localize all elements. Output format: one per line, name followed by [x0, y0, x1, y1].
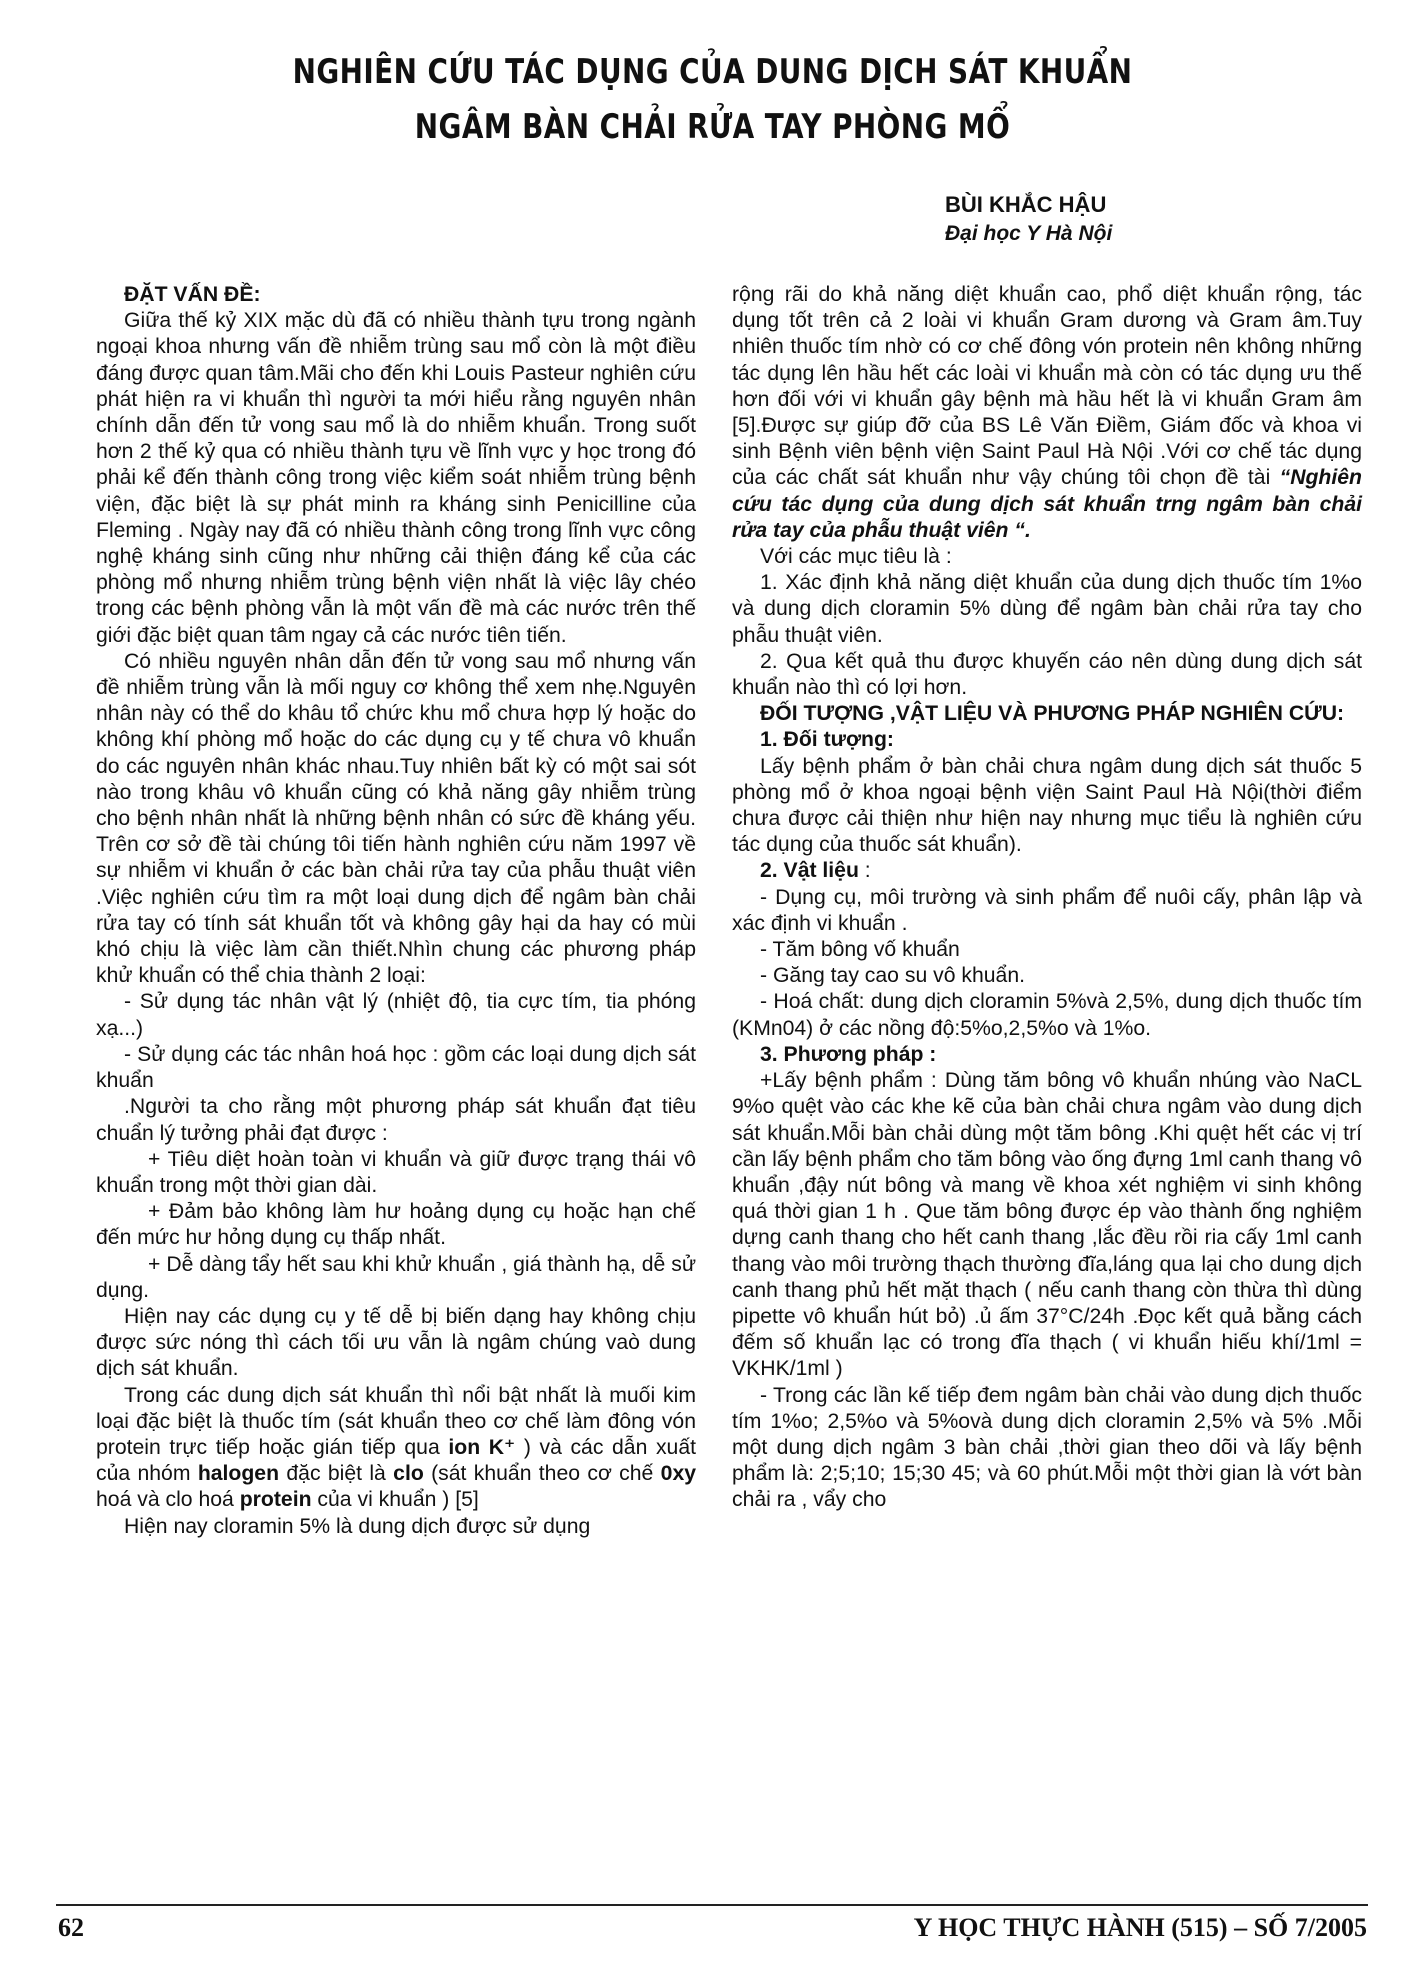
text-run: rộng rãi do khả năng diệt khuẩn cao, phổ diệt khuẩn rộng, tác dụng tốt trên cả 2 loài vi khuẩn Gram dương và Gram âm.Tuy nhiên thuốc tím nhờ có cơ chế đông vón protein nên không những tác dụng lên hầu hết các loài vi khuẩn mà còn có tác dụng ưu thế hơn đối với vi khuẩn gây bệnh mà hầu hết là vi khuẩn Gram âm [5].Được sự giúp đỡ của BS Lê Văn Điềm, Giám đốc và khoa vi sinh Bệnh viên bệnh viện Saint Paul Hà Nội .Với cơ chế tác dụng của các chất sát khuẩn như vậy chúng tôi chọn đề tài — [732, 283, 1362, 490]
paragraph: +Lấy bệnh phẩm : Dùng tăm bông vô khuẩn nhúng vào NaCL 9%o quệt vào các khe kẽ của bàn chải chưa ngâm vào dung dịch sát khuẩn.Mỗi bàn chải dùng một tăm bông .Khi quệt hết các vị trí cần lấy bệnh phẩm cho tăm bông vào ống đựng 1ml canh thang vô khuẩn ,đậy nút bông và mang về khoa xét nghiệm vi sinh không quá thời gian 1 h . Que tăm bông được ép vào thành ống nghiệm dựng canh thang cho hết canh thang ,lắc đều rồi ria cấy 1ml canh thang vào môi trường thạch thường đĩa,láng qua lại cho dung dịch canh thang phủ hết mặt thạch ( nếu canh thang còn thừa thì dùng pipette vô khuẩn hút bỏ) .ủ ấm 37°C/24h .Đọc kết quả bằng cách đếm số khuẩn lạc có trong đĩa thạch ( vi khuẩn hiếu khí/1ml = VKHK/1ml ) — [732, 1069, 1362, 1381]
paragraph — [96, 1383, 696, 1514]
author-name: BÙI KHẮC HẬU — [945, 192, 1107, 217]
text-run: ) và các dẫn xuất của nhóm — [96, 1435, 697, 1486]
bold-term: ion K⁺ — [448, 1435, 516, 1459]
paragraph: Hiện nay cloramin 5% là dung dịch được sử dụng — [124, 1514, 591, 1538]
text-run: của vi khuẩn ) [5] — [317, 1488, 479, 1512]
bold-term: clo — [393, 1462, 424, 1486]
paragraph: Giữa thế kỷ XIX mặc dù đã có nhiều thành tựu trong ngành ngoại khoa nhưng vấn đề nhiễm trùng sau mổ còn là một điều đáng được quan tâm.Mãi cho đến khi Louis Pasteur nghiên cứu phát hiện ra vi khuẩn thì người ta mới hiểu rằng nguyên nhân chính dẫn đến tử vong sau mổ là do nhiễm khuẩn. Trong suốt hơn 2 thế kỷ qua có nhiều thành tựu về lĩnh vực y học trong đó phải kể đến thành công trong việc kiểm soát nhiễm trùng bệnh viện, đặc biệt là sự phát minh ra kháng sinh Penicilline của Fleming . Ngày nay đã có nhiều thành công trong lĩnh vực công nghệ kháng sinh cũng như những cải thiện đáng kể của các phòng mổ nhưng nhiễm trùng bệnh viện nhất là việc lây chéo trong các bệnh phòng vẫn là một vấn đề mà các nước trên thế giới đặc biệt quan tâm ngay cả các nước tiên tiến. — [96, 309, 696, 647]
list-item: - Sử dụng tác nhân vật lý (nhiệt độ, tia cực tím, tia phóng xạ...) — [96, 990, 696, 1040]
goal-item: 1. Xác định khả năng diệt khuẩn của dung dịch thuốc tím 1%o và dung dịch cloramin 5% dùng để ngâm bàn chải rửa tay cho phẫu thuật viên. — [732, 571, 1362, 647]
criteria-item: + Đảm bảo không làm hư hoảng dụng cụ hoặc hạn chế đến mức hư hỏng dụng cụ thấp nhất. — [96, 1200, 696, 1250]
subheading-material — [732, 858, 1362, 884]
bold-term: 0xy — [660, 1462, 697, 1486]
paragraph: Lấy bệnh phẩm ở bàn chải chưa ngâm dung dịch sát thuốc 5 phòng mổ ở khoa ngoại bệnh viện Saint Paul Hà Nội(thời điểm chưa được cải thiện như hiện nay nhưng mục tiểu là nghiên cứu tác dụng của thuốc sát khuẩn). — [732, 754, 1362, 857]
goal-item: 2. Qua kết quả thu được khuyến cáo nên dùng dung dịch sát khuẩn nào thì có lợi hơn. — [732, 649, 1362, 700]
paragraph: Hiện nay các dụng cụ y tế dễ bị biến dạng hay không chịu được sức nóng thì cách tối ưu vẫn là ngâm chúng vaò dung dịch sát khuẩn. — [96, 1304, 696, 1381]
text-run: đặc biệt là — [286, 1462, 386, 1486]
subheading-method: 3. Phương pháp : — [760, 1042, 937, 1066]
criteria-item: + Tiêu diệt hoàn toàn vi khuẩn và giữ được trạng thái vô khuẩn trong một thời gian dài. — [96, 1147, 696, 1197]
material-item: - Hoá chất: dung dịch cloramin 5%và 2,5%, dung dịch thuốc tím (KMn04) ở các nồng độ:5%o,2,5%o và 1%o. — [732, 990, 1362, 1040]
material-item: - Dụng cụ, môi trường và sinh phẩm để nuôi cấy, phân lập và xác định vi khuẩn . — [732, 885, 1362, 935]
author-affiliation: Đại học Y Hà Nội — [945, 222, 1113, 245]
journal-issue: Y HỌC THỰC HÀNH (515) – SỐ 7/2005 — [913, 1913, 1367, 1942]
article-title-line-2: NGÂM BÀN CHẢI RỬA TAY PHÒNG MỔ — [414, 107, 1011, 147]
left-column — [96, 282, 696, 1540]
page-number: 62 — [58, 1913, 84, 1942]
article-title-line-1: NGHIÊN CỨU TÁC DỤNG CỦA DUNG DỊCH SÁT KHUẨN — [292, 52, 1133, 92]
paragraph: Với các mục tiêu là : — [760, 545, 952, 569]
right-column — [732, 282, 1362, 1514]
paragraph: .Người ta cho rằng một phương pháp sát khuẩn đạt tiêu chuẩn lý tưởng phải đạt được : — [96, 1095, 696, 1145]
bold-term: halogen — [197, 1462, 280, 1486]
bold-term: protein — [239, 1488, 312, 1512]
subheading-subject: 1. Đối tượng: — [760, 728, 894, 752]
subheading-material-label: 2. Vật liệu — [760, 859, 859, 883]
list-item: - Sử dụng các tác nhân hoá học : gồm các loại dung dịch sát khuẩn — [96, 1042, 696, 1093]
material-item: - Găng tay cao su vô khuẩn. — [760, 964, 1025, 988]
material-item: - Tăm bông vố khuẩn — [760, 938, 960, 962]
footer-rule — [56, 1904, 1368, 1906]
section-heading-methods: ĐỐI TƯỢNG ,VẬT LIỆU VÀ PHƯƠNG PHÁP NGHIÊN CỨU: — [760, 702, 1345, 726]
criteria-item: + Dễ dàng tẩy hết sau khi khử khuẩn , giá thành hạ, dễ sử dụng. — [96, 1252, 696, 1302]
text-run: (sát khuẩn theo cơ chế — [431, 1462, 654, 1486]
section-heading-introduction: ĐẶT VẤN ĐỀ: — [124, 283, 261, 306]
text-run: Trong các dung dịch sát khuẩn thì nổi bật nhất là muối kim loại đặc biệt là thuốc tím (sát khuẩn theo cơ chế làm đông vón protein trực tiếp hoặc gián tiếp qua — [96, 1383, 696, 1459]
paragraph: - Trong các lần kế tiếp đem ngâm bàn chải vào dung dịch thuốc tím 1%o; 2,5%o và 5%ovà dung dịch cloramin 2,5% và 5% .Mỗi một dung dịch ngâm 3 bàn chải ,thời gian theo dõi và lấy bệnh phẩm là: 2;5;10; 15;30 45; và 60 phút.Mỗi một thời gian là vớt bàn chải ra , vẩy cho — [732, 1383, 1362, 1512]
text-run: : — [858, 859, 871, 883]
text-run: hoá và clo hoá — [96, 1488, 234, 1512]
paragraph: Có nhiều nguyên nhân dẫn đến tử vong sau mổ nhưng vấn đề nhiễm trùng vẫn là mối nguy cơ không thể xem nhẹ.Nguyên nhân này có thể do khâu tổ chức khu mổ chưa hợp lý hoặc do không khí phòng mổ hoặc do các dụng cụ y tế chưa vô khuẩn do các nguyên nhân khác nhau.Tuy nhiên bất kỳ có một sai sót nào trong khâu vô khuẩn cũng có khả năng gây nhiễm trùng cho bệnh nhân nhất là những bệnh nhân có sức đề kháng yếu. Trên cơ sở đề tài chúng tôi tiến hành nghiên cứu năm 1997 về sự nhiễm vi khuẩn ở các bàn chải rửa tay của phẫu thuật viên .Việc nghiên cứu tìm ra một loại dung dịch để ngâm bàn chải rửa tay có tính sát khuẩn tốt và không gây hại da hay có mùi khó chịu là việc làm cần thiết.Nhìn chung các phương pháp khử khuẩn có thể chia thành 2 loại: — [96, 649, 696, 988]
paragraph — [732, 282, 1362, 544]
study-topic: “Nghiên cứu tác dụng của dung dịch sát khuẩn trng ngâm bàn chải rửa tay của phẫu thuật viên “. — [732, 466, 1362, 542]
